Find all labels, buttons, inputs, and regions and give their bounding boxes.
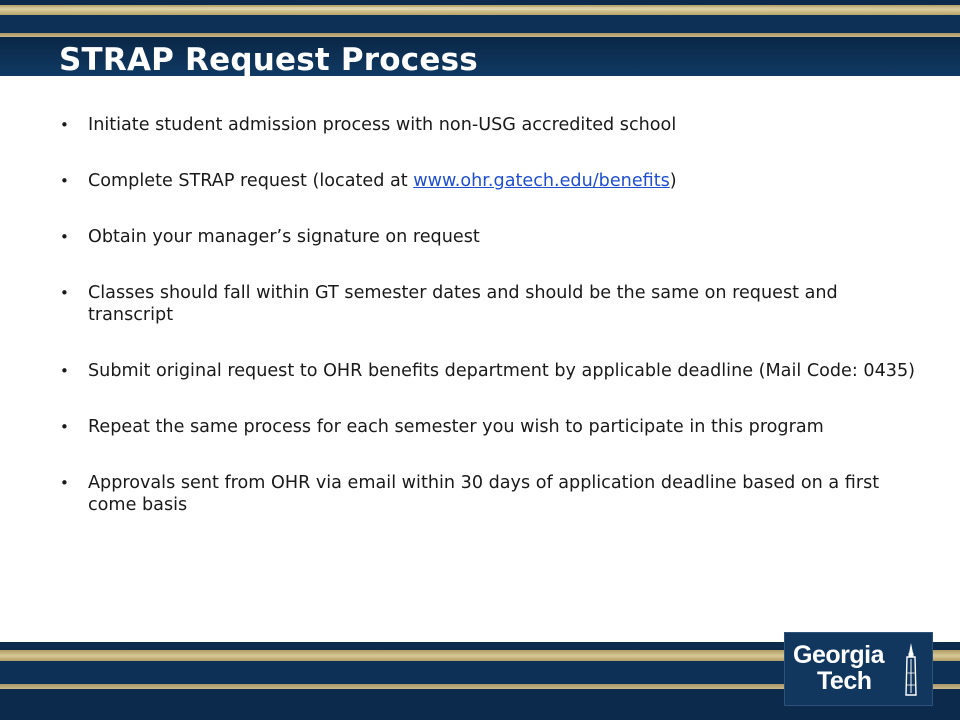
bullet-text: Repeat the same process for each semester you wish to participate in this program (88, 417, 824, 437)
bullet-item (60, 416, 920, 438)
benefits-link[interactable]: www.ohr.gatech.edu/benefits (413, 171, 670, 191)
bullet-text: Obtain your manager’s signature on request (88, 227, 480, 247)
bullet-dot-icon: • (60, 172, 69, 190)
bullet-text-after-link: ) (669, 171, 677, 191)
bullet-text-before-link: Complete STRAP request (located at (88, 171, 414, 191)
bullet-text: Classes should fall within GT semester dates and should be the same on request and transcript (88, 283, 838, 325)
bullet-dot-icon: • (60, 284, 69, 302)
bullet-item (60, 472, 920, 516)
bullet-item (60, 360, 920, 382)
bullet-item (60, 282, 920, 326)
bullet-item (60, 170, 920, 192)
bullet-text: Approvals sent from OHR via email within 30 days of application deadline based on a first come basis (88, 473, 880, 515)
bullet-dot-icon: • (60, 228, 69, 246)
logo-wordmark (793, 642, 884, 694)
logo-line-georgia: Georgia (793, 641, 884, 669)
bullet-text: Submit original request to OHR benefits department by applicable deadline (Mail Code: 0435) (88, 361, 916, 381)
georgia-tech-logo (784, 632, 933, 706)
bullet-item (60, 114, 920, 136)
bullet-dot-icon: • (60, 116, 69, 134)
logo-line-tech: Tech (817, 667, 872, 695)
banner-highlight-stripe (0, 7, 960, 10)
bullet-text: Initiate student admission process with non-USG accredited school (88, 115, 677, 135)
bullet-dot-icon: • (60, 418, 69, 436)
bullet-list (60, 114, 920, 516)
bullet-dot-icon: • (60, 362, 69, 380)
slide-title: STRAP Request Process (59, 42, 478, 76)
bullet-dot-icon: • (60, 474, 69, 492)
tech-tower-icon (903, 643, 919, 697)
bullet-item (60, 226, 920, 248)
